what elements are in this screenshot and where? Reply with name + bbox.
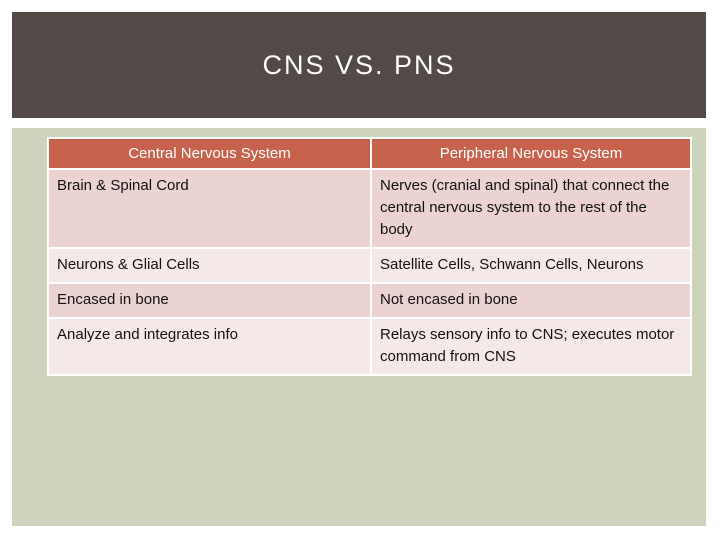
table-row: [48, 283, 691, 318]
pns-cell: Satellite Cells, Schwann Cells, Neurons: [371, 248, 691, 283]
cns-cell: Analyze and integrates info: [48, 318, 371, 375]
pns-cell: Not encased in bone: [371, 283, 691, 318]
table-row: [48, 248, 691, 283]
slide-title: CNS VS. PNS: [262, 49, 456, 80]
header-cns: Central Nervous System: [48, 138, 371, 169]
cns-cell: Neurons & Glial Cells: [48, 248, 371, 283]
content-panel: [12, 128, 706, 526]
title-bar: [12, 12, 706, 118]
comparison-table: [47, 137, 692, 376]
pns-cell: Nerves (cranial and spinal) that connect the central nervous system to the rest of the body: [371, 169, 691, 248]
pns-cell: Relays sensory info to CNS; executes motor command from CNS: [371, 318, 691, 375]
table-header-row: [48, 138, 691, 169]
table-row: [48, 318, 691, 375]
header-pns: Peripheral Nervous System: [371, 138, 691, 169]
table-row: [48, 169, 691, 248]
cns-cell: Encased in bone: [48, 283, 371, 318]
cns-cell: Brain & Spinal Cord: [48, 169, 371, 248]
